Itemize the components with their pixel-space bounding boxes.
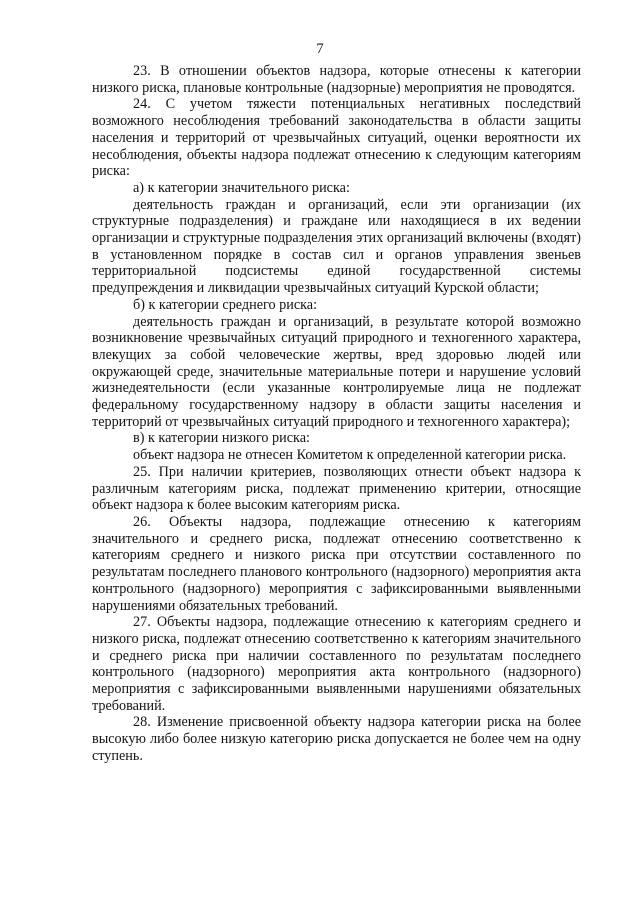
paragraph-26: 26. Объекты надзора, подлежащие отнесению к категориям значительного и среднего риска, подлежат отнесению соответственно к категориям среднего и низкого риска при отсутствии составленного по результатам последнего планового контрольного (надзорного) мероприятия акта контрольного (надзорного) мероприятия с зафиксированными выявленными нарушениями обязательных требований. [92, 513, 581, 614]
subparagraph-a-heading: а) к категории значительного риска: [133, 179, 350, 196]
paragraph-27: 27. Объекты надзора, подлежащие отнесению к категориям среднего и низкого риска, подлежат отнесению соответственно к категориям значительного и среднего риска при наличии составленного по результатам последнего контрольного (надзорного) мероприятия акта контрольного (надзорного) мероприятия с зафиксированными выявленными нарушениями обязательных требований. [92, 614, 581, 714]
page-number: 7 [316, 41, 324, 57]
paragraph-23: 23. В отношении объектов надзора, которые отнесены к категории низкого риска, плановые контрольные (надзорные) мероприятия не проводятся. [92, 63, 581, 96]
subparagraph-a-text: деятельность граждан и организаций, если эти организации (их структурные подразделения) и граждане или находящиеся в их ведении организации и структурные подразделения этих организаций включены (входят) в установленном порядке в состав сил и органов управления звеньев территориальной подсистемы единой государственной системы предупреждения и ликвидации чрезвычайных ситуаций Курской области; [92, 196, 581, 297]
paragraph-25: 25. При наличии критериев, позволяющих отнести объект надзора к различным категориям риска, подлежат применению критерии, относящие объект надзора к более высоким категориям риска. [92, 463, 581, 514]
document-body [92, 63, 581, 765]
subparagraph-b-heading: б) к категории среднего риска: [133, 296, 318, 313]
paragraph-28: 28. Изменение присвоенной объекту надзора категории риска на более высокую либо более низкую категорию риска допускается не более чем на одну ступень. [92, 714, 581, 764]
paragraph-24: 24. С учетом тяжести потенциальных негативных последствий возможного несоблюдения требований законодательства в области защиты населения и территорий от чрезвычайных ситуаций, оценки вероятности их несоблюдения, объекты надзора подлежат отнесению к следующим категориям риска: [92, 96, 581, 180]
subparagraph-b-text: деятельность граждан и организаций, в результате которой возможно возникновение чрезвычайных ситуаций природного и техногенного характера, влекущих за собой человеческие жертвы, вред здоровью людей или окружающей среде, значительные материальные потери и нарушение условий жизнедеятельности (если указанные контролируемые лица не подлежат федеральному государственному надзору в области защиты населения и территорий от чрезвычайных ситуаций природного и техногенного характера); [92, 313, 581, 430]
subparagraph-c-text: объект надзора не отнесен Комитетом к определенной категории риска. [133, 447, 567, 464]
subparagraph-c-heading: в) к категории низкого риска: [133, 430, 310, 447]
